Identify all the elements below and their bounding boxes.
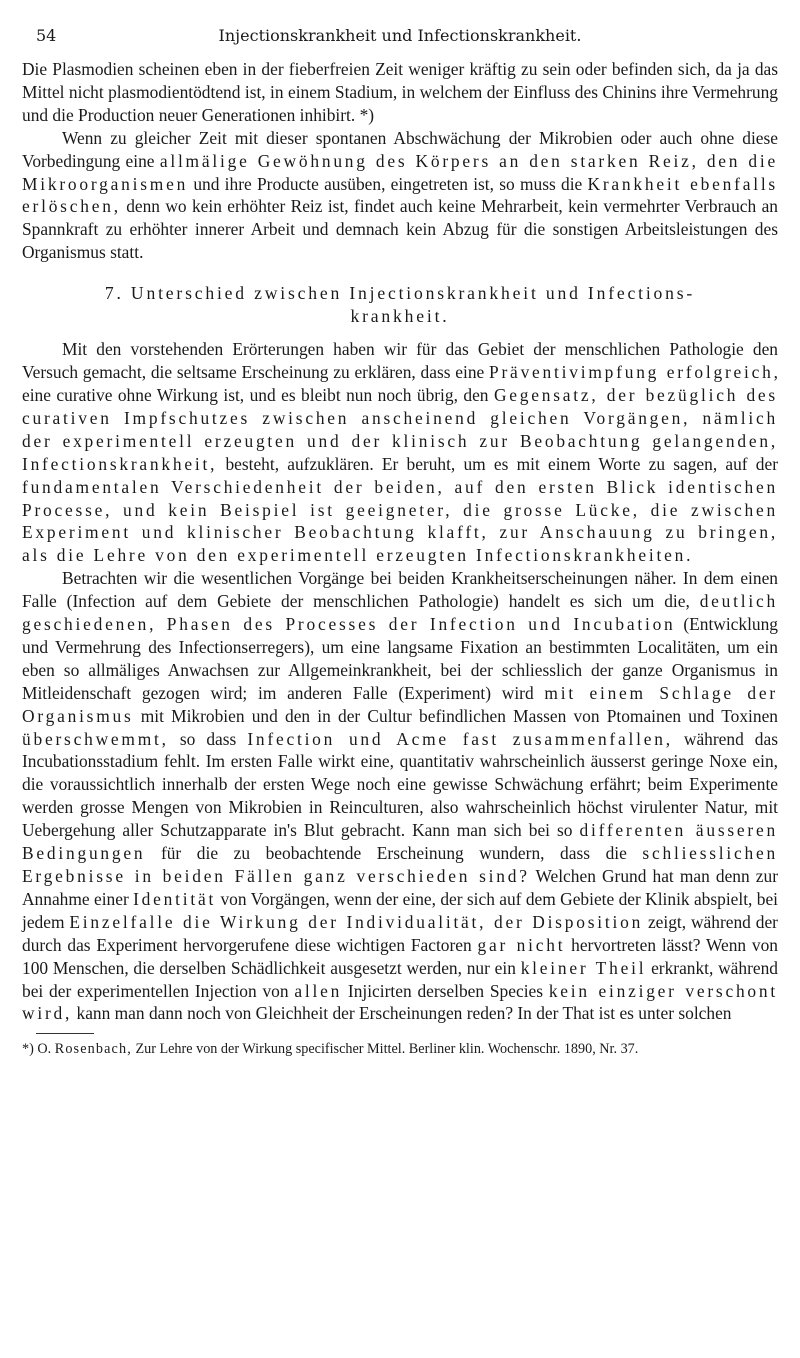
spaced-emphasis: Präventivimpfung erfolgreich bbox=[489, 362, 774, 383]
spaced-emphasis: differenten äusseren Bedingungen bbox=[22, 820, 778, 864]
paragraph-betrachten: Betrachten wir die wesentlichen Vorgänge bei beiden Krankheitserscheinungen näher. In dem einen Falle (Infection auf dem Gebiete der menschlichen Pathologie) handelt es sich um die, deutlich geschiedenen, Phasen des Processes der Infection und Incubation (Entwicklung und Vermehrung des Infectionserregers), um eine langsame Fixation an bestimmten Localitäten, um ein eben so allmäliges Anwachsen zur Allgemeinkrankheit, bei der schliesslich der ganze Organismus in Mitleidenschaft gezogen wird; im anderen Falle (Experiment) wird mit einem Schlage der Organismus mit Mikrobien und den in der Cultur befindlichen Massen von Ptomainen und Toxinen überschwemmt, so dass Infection und Acme fast zusammenfallen, während das Incubationsstadium fehlt. Im ersten Falle wirkt eine, quantitativ wahrscheinlich äusserst geringe Noxe ein, die voraussichtlich innerhalb der ersten Wege noch eine gewisse Schwächung erfährt; beim Experimente werden grosse Mengen von Mikrobien in Reinculturen, also wahrscheinlich höchst virulenter Natur, mit Uebergehung aller Schutzapparate in's Blut gebracht. Kann man sich bei so differenten äusseren Bedingungen für die zu beobachtende Erscheinung wundern, dass die schliesslichen Ergebnisse in beiden Fällen ganz verschieden sind? Welchen Grund hat man denn zur Annahme einer Identität von Vorgängen, wenn der eine, der sich auf dem Gebiete der Klinik abspielt, bei jedem Einzelfalle die Wirkung der Individualität, der Disposition zeigt, während der durch das Experiment hervorgerufene diese wichtigen Factoren gar nicht hervortreten lässt? Wenn von 100 Menschen, die derselben Schädlichkeit ausgesetzt werden, nur ein kleiner Theil erkrankt, während bei der experimentellen Injection von allen Injicirten derselben Species kein einziger verschont wird, kann man dann noch von Gleichheit der Erscheinungen reden? In der That ist es unter solchen bbox=[22, 568, 779, 1024]
spaced-emphasis: gar nicht bbox=[477, 934, 566, 955]
running-title: Injectionskrankheit und Infectionskrankheit. bbox=[218, 26, 582, 45]
page-number: 54 bbox=[36, 26, 57, 45]
page-header bbox=[22, 16, 778, 46]
spaced-emphasis: Einzelfalle die Wirkung der Individualität, der Disposition bbox=[69, 911, 644, 932]
footnote: *) O. Rosenbach, Zur Lehre von der Wirkung specifischer Mittel. Berliner klin. Wochenschr. 1890, Nr. 37. bbox=[22, 1041, 639, 1058]
footnote-divider bbox=[36, 1033, 94, 1034]
paragraph-plasmodien: Die Plasmodien scheinen eben in der fieberfreien Zeit weniger kräftig zu sein oder befinden sich, da ja das Mittel nicht plasmodientödtend ist, in einem Stadium, in welchem der Einfluss des Chinins ihre Vermehrung und die Production neuer Generationen inhibirt. *) bbox=[22, 59, 778, 125]
spaced-emphasis: Krankheit ebenfalls erlöschen, bbox=[22, 173, 778, 217]
spaced-emphasis: kleiner Theil bbox=[520, 957, 647, 978]
spaced-emphasis: Identität bbox=[133, 888, 217, 909]
spaced-emphasis: allen bbox=[294, 980, 343, 1001]
paragraph-erörterungen: Mit den vorstehenden Erörterungen haben wir für das Gebiet der menschlichen Pathologie den Versuch gemacht, die seltsame Erscheinung zu erklären, dass eine Präventivimpfung erfolgreich, eine curative ohne Wirkung ist, und es bleibt nun noch übrig, den Gegensatz, der bezüglich des curativen Impfschutzes zwischen anscheinend gleichen Vorgängen, nämlich der experimentell erzeugten und der klinisch zur Beobachtung gelangenden, Infectionskrankheit, besteht, aufzuklären. Er beruht, um es mit einem Worte zu sagen, auf der fundamentalen Verschiedenheit der beiden, auf den ersten Blick identischen Processe, und kein Beispiel ist geeigneter, die grosse Lücke, die zwischen Experiment und klinischer Beobachtung klafft, zur Anschauung zu bringen, als die Lehre von den experimentell erzeugten Infectionskrankheiten. bbox=[22, 339, 778, 566]
section-heading: 7. Unterschied zwischen Injectionskrankheit und Infections- krankheit. bbox=[104, 283, 696, 327]
spaced-emphasis: kein einziger verschont wird, bbox=[22, 980, 779, 1024]
spaced-emphasis: schliesslichen Ergebnisse in beiden Fällen ganz verschieden sind? bbox=[22, 843, 778, 886]
spaced-emphasis: überschwemmt, bbox=[22, 728, 169, 749]
spaced-emphasis: Gegensatz, der bezüglich des curativen Impfschutzes zwischen anscheinend gleichen Vorgängen, nämlich der experimentell erzeugten und der klinisch zur Beobachtung gelangenden, Infectionskrankheit, bbox=[22, 384, 778, 474]
footnote-author: Rosenbach, bbox=[54, 1041, 132, 1058]
spaced-emphasis: fundamentalen Verschiedenheit der beiden, auf den ersten Blick identischen Processe, und kein Beispiel ist geeigneter, die grosse Lücke, die zwischen Experiment und klinischer Beobachtung klafft, zur Anschauung zu bringen, als die Lehre von den experimentell erzeugten Infectionskrankheiten. bbox=[22, 476, 778, 566]
spaced-emphasis: deutlich geschiedenen, Phasen des Processes der Infection und Incubation bbox=[22, 591, 778, 635]
spaced-emphasis: Infection und Acme fast zusammenfallen, bbox=[247, 728, 673, 749]
spaced-emphasis: mit einem Schlage der Organismus bbox=[22, 682, 778, 726]
paragraph-gewoehnung: Wenn zu gleicher Zeit mit dieser spontanen Abschwächung der Mikrobien oder auch ohne diese Vorbedingung eine allmälige Gewöhnung des Körpers an den starken Reiz, den die Mikroorganismen und ihre Producte ausüben, eingetreten ist, so muss die Krankheit ebenfalls erlöschen, denn wo kein erhöhter Reiz ist, findet auch keine Mehrarbeit, kein vermehrter Verbrauch an Spannkraft zu erhöhter innerer Arbeit und demnach kein Abzug für die sonstigen Arbeitsleistungen des Organismus statt. bbox=[22, 127, 778, 263]
body-text bbox=[22, 58, 778, 1025]
spaced-emphasis: allmälige Gewöhnung des Körpers an den starken Reiz, den die Mikroorganismen bbox=[22, 150, 778, 194]
